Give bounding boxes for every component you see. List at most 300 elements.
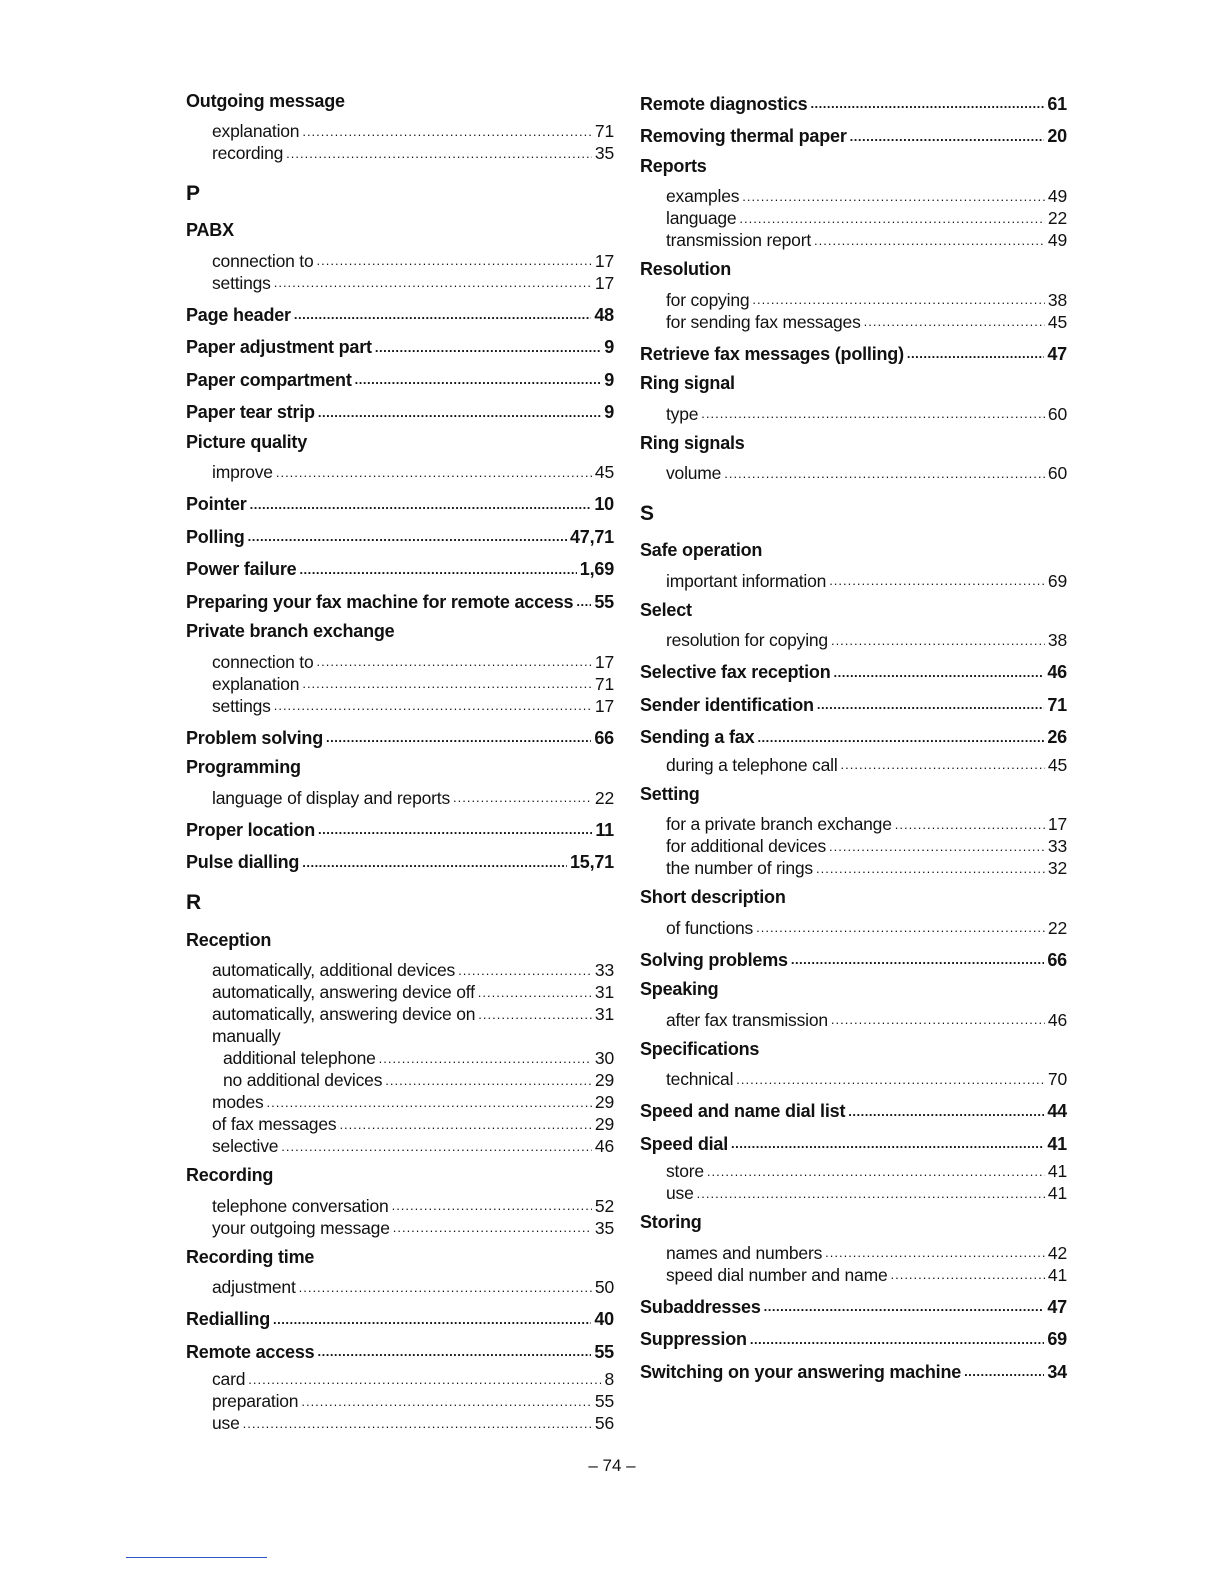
index-entry-speaking [640, 977, 1067, 1010]
entry-label: Ring signal [640, 373, 735, 394]
entry-label: settings [212, 695, 271, 716]
entry-label: during a telephone call [666, 754, 838, 775]
dot-leader [817, 699, 1045, 711]
index-entry-polling [186, 521, 614, 554]
page-reference: 41 [1047, 1264, 1067, 1285]
entry-label: transmission report [666, 230, 812, 250]
dot-leader [478, 987, 592, 999]
index-entry-problem-solving [186, 722, 614, 755]
entry-label: card [212, 1369, 246, 1389]
dot-leader [317, 255, 592, 267]
page-reference: 45 [1047, 311, 1067, 332]
entry-label: Suppression [640, 1329, 747, 1350]
index-subentry-language [640, 208, 1067, 230]
entry-label: Reports [640, 155, 707, 176]
entry-label: language of display and reports [212, 787, 450, 808]
page-reference: 60 [1047, 403, 1067, 424]
page-reference: 45 [594, 462, 614, 482]
index-subentry-card [186, 1369, 614, 1391]
index-entry-speed-dial [640, 1128, 1067, 1161]
dot-leader [458, 965, 592, 977]
entry-label: PABX [186, 220, 234, 241]
page-reference: 17 [594, 250, 614, 271]
entry-label: use [666, 1183, 694, 1203]
dot-leader [816, 863, 1045, 875]
page-reference: 32 [1047, 858, 1067, 878]
dot-leader [299, 1282, 592, 1294]
index-entry-remote-access [186, 1336, 614, 1369]
dot-leader [339, 1119, 591, 1131]
dot-leader [302, 678, 592, 690]
page-number: – 74 – [588, 1456, 636, 1475]
entry-label: Sending a fax [640, 727, 755, 748]
entry-label: volume [666, 463, 722, 483]
page-reference: 35 [594, 143, 614, 163]
page-reference: 71 [594, 673, 614, 694]
dot-leader [274, 700, 592, 712]
index-entry-setting [640, 781, 1067, 814]
entry-label: Speed and name dial list [640, 1101, 846, 1122]
dot-leader [302, 857, 567, 869]
page-reference: 1,69 [579, 559, 614, 580]
index-entry-switching-on-your-answering-machine [640, 1356, 1067, 1389]
page-reference: 71 [1047, 694, 1067, 715]
dot-leader [841, 759, 1045, 771]
entry-label: language [666, 208, 737, 228]
page-reference: 31 [594, 982, 614, 1002]
index-entry-sending-a-fax [640, 722, 1067, 755]
entry-label: Pointer [186, 494, 247, 515]
entry-label: automatically, additional devices [212, 960, 456, 980]
entry-label: preparation [212, 1391, 299, 1411]
index-entry-redialling [186, 1304, 614, 1337]
entry-label: Ring signals [640, 432, 745, 453]
page-reference: 33 [1047, 836, 1067, 856]
page-reference: 17 [594, 695, 614, 716]
index-entry-ring-signals [640, 430, 1067, 463]
entry-label: your outgoing message [212, 1217, 390, 1238]
index-subentry-for-a-private-branch-exchange [640, 814, 1067, 836]
dot-leader [273, 1314, 591, 1326]
index-entry-paper-adjustment-part [186, 332, 614, 365]
entry-label: Selective fax reception [640, 662, 831, 683]
entry-label: Picture quality [186, 431, 308, 452]
entry-label: Specifications [640, 1038, 760, 1059]
index-subentry-modes [186, 1092, 614, 1114]
page-reference: 34 [1047, 1361, 1067, 1382]
index-subentry-selective [186, 1136, 614, 1158]
index-subentry-preparation [186, 1391, 614, 1413]
page-reference: 8 [604, 1369, 614, 1389]
page-reference: 29 [594, 1114, 614, 1134]
index-entry-storing [640, 1210, 1067, 1243]
entry-label: Remote access [186, 1341, 315, 1362]
page-reference: 45 [1047, 754, 1067, 775]
dot-leader [299, 564, 576, 576]
index-entry-selective-fax-reception [640, 657, 1067, 690]
index-entry-suppression [640, 1324, 1067, 1357]
index-subentry-important-information [640, 570, 1067, 592]
page-reference: 9 [604, 369, 614, 390]
page-reference: 17 [594, 651, 614, 672]
index-subentry-recording [186, 143, 614, 165]
index-subentry-after-fax-transmission [640, 1009, 1067, 1031]
dot-leader [964, 1366, 1044, 1378]
page-reference: 41 [1047, 1133, 1067, 1154]
index-subentry-connection-to [186, 651, 614, 673]
entry-label: after fax transmission [666, 1009, 828, 1030]
dot-leader [831, 1014, 1045, 1026]
entry-label: Short description [640, 887, 786, 908]
dot-leader [453, 792, 592, 804]
page-reference: 17 [1047, 814, 1067, 834]
dot-leader [757, 732, 1044, 744]
index-entry-retrieve-fax-messages-polling [640, 338, 1067, 371]
entry-label: Paper adjustment part [186, 337, 372, 358]
page-reference: 46 [1047, 662, 1067, 683]
index-entry-preparing-your-fax-machine-for-remote-access [186, 586, 614, 619]
index-subentry-automatically-answering-device-off [186, 982, 614, 1004]
index-subentry-use [640, 1183, 1067, 1205]
entry-label: telephone conversation [212, 1195, 389, 1216]
entry-label: for copying [666, 289, 750, 310]
entry-label: manually [212, 1026, 281, 1046]
dot-leader [250, 499, 592, 511]
dot-leader [302, 126, 592, 138]
entry-label: Solving problems [640, 949, 788, 970]
index-subentry-language-of-display-and-reports [186, 787, 614, 809]
page-reference: 15,71 [569, 852, 614, 873]
dot-leader [825, 1247, 1045, 1259]
dot-leader [478, 1009, 592, 1021]
index-entry-recording [186, 1163, 614, 1196]
dot-leader [850, 131, 1045, 143]
index-entry-page-header [186, 299, 614, 332]
page-reference: 30 [594, 1048, 614, 1068]
dot-leader [385, 1075, 592, 1087]
index-subentry-of-functions [640, 917, 1067, 939]
index-subentry-your-outgoing-message [186, 1217, 614, 1239]
dot-leader [834, 667, 1045, 679]
dot-leader [810, 98, 1044, 110]
index-entry-picture-quality [186, 429, 614, 462]
page-reference: 70 [1047, 1069, 1067, 1089]
entry-label: store [666, 1161, 704, 1181]
page-reference: 47,71 [569, 526, 614, 547]
dot-leader [375, 342, 601, 354]
dot-leader [752, 294, 1045, 306]
entry-label: examples [666, 186, 740, 206]
index-subentry-connection-to [186, 250, 614, 272]
page-reference: 22 [1047, 917, 1067, 938]
index-entry-subaddresses [640, 1291, 1067, 1324]
dot-leader [326, 732, 591, 744]
index-entry-paper-compartment [186, 364, 614, 397]
dot-leader [829, 575, 1045, 587]
index-entry-power-failure [186, 554, 614, 587]
index-subentry-during-a-telephone-call [640, 754, 1067, 776]
index-subentry-telephone-conversation [186, 1195, 614, 1217]
entry-label: technical [666, 1069, 734, 1089]
dot-leader [248, 1374, 601, 1386]
entry-label: Safe operation [640, 540, 763, 561]
dot-leader [243, 1418, 592, 1430]
index-entry-select [640, 597, 1067, 630]
page-reference: 31 [594, 1004, 614, 1024]
dot-leader [317, 656, 592, 668]
entry-label: no additional devices [223, 1070, 383, 1090]
dot-leader [739, 213, 1045, 225]
entry-label: speed dial number and name [666, 1264, 888, 1285]
index-subentry-volume [640, 463, 1067, 485]
entry-label: Switching on your answering machine [640, 1361, 962, 1382]
dot-leader [392, 1200, 592, 1212]
entry-label: Paper tear strip [186, 402, 315, 423]
page-reference: 33 [594, 960, 614, 980]
page-reference: 55 [594, 1391, 614, 1411]
entry-label: Sender identification [640, 694, 814, 715]
footer-rule [126, 1557, 267, 1558]
page-reference: 66 [1047, 949, 1067, 970]
dot-leader [756, 922, 1045, 934]
page-reference: 60 [1047, 463, 1067, 483]
index-subentry-adjustment [186, 1277, 614, 1299]
index-subentry-for-sending-fax-messages [640, 311, 1067, 333]
dot-leader [814, 235, 1045, 247]
entry-label: Programming [186, 757, 301, 778]
page-reference: 11 [595, 819, 614, 840]
dot-leader [318, 407, 601, 419]
index-entry-reports [640, 153, 1067, 186]
index-entry-safe-operation [640, 538, 1067, 571]
entry-label: Recording [186, 1165, 274, 1186]
index-entry-resolution [640, 257, 1067, 290]
entry-label: Paper compartment [186, 369, 352, 390]
entry-label: of functions [666, 917, 754, 938]
page-reference: 10 [594, 494, 614, 515]
dot-leader [281, 1141, 592, 1153]
index-subentry-speed-dial-number-and-name [640, 1264, 1067, 1286]
index-subentry-additional-telephone [186, 1048, 614, 1070]
page-reference: 71 [594, 121, 614, 141]
page-reference: 20 [1047, 126, 1067, 147]
index-entry-pabx [186, 218, 614, 251]
index-entry-reception [186, 927, 614, 960]
page-reference: 61 [1047, 93, 1067, 114]
entry-label: Recording time [186, 1246, 315, 1267]
index-subentry-type [640, 403, 1067, 425]
entry-label: Proper location [186, 819, 316, 840]
page-reference: 47 [1047, 343, 1067, 364]
dot-leader [286, 148, 592, 160]
index-entry-specifications [640, 1036, 1067, 1069]
index-entry-programming [186, 755, 614, 788]
entry-label: improve [212, 462, 273, 482]
page-reference: 46 [1047, 1009, 1067, 1030]
entry-label: of fax messages [212, 1114, 337, 1134]
entry-label: use [212, 1413, 240, 1433]
dot-leader [274, 277, 592, 289]
page-reference: 55 [594, 591, 614, 612]
page-reference: 22 [1047, 208, 1067, 228]
page-reference: 29 [594, 1092, 614, 1112]
page-reference: 46 [594, 1136, 614, 1156]
page-reference: 56 [594, 1413, 614, 1433]
dot-leader [764, 1301, 1045, 1313]
page-reference: 49 [1047, 230, 1067, 250]
page-reference: 38 [1047, 289, 1067, 310]
entry-label: Private branch exchange [186, 621, 395, 642]
dot-leader [829, 841, 1045, 853]
index-entry-ring-signal [640, 371, 1067, 404]
entry-label: connection to [212, 250, 314, 271]
dot-leader [301, 1396, 592, 1408]
entry-label: automatically, answering device off [212, 982, 475, 1002]
dot-leader [864, 316, 1045, 328]
index-entry-proper-location [186, 814, 614, 847]
index-subentry-settings [186, 695, 614, 717]
entry-label: Select [640, 599, 692, 620]
dot-leader [276, 467, 592, 479]
page-reference: 44 [1047, 1101, 1067, 1122]
index-subentry-automatically-answering-device-on [186, 1004, 614, 1026]
entry-label: Preparing your fax machine for remote access [186, 591, 574, 612]
index-entry-removing-thermal-paper [640, 121, 1067, 154]
entry-label: Problem solving [186, 727, 324, 748]
index-subentry-improve [186, 462, 614, 484]
entry-label: Polling [186, 526, 245, 547]
index-subentry-use [186, 1413, 614, 1435]
entry-label: explanation [212, 121, 300, 141]
dot-leader [697, 1188, 1045, 1200]
page-reference: 55 [594, 1341, 614, 1362]
entry-label: the number of rings [666, 858, 813, 878]
dot-leader [907, 348, 1044, 360]
page-reference: 29 [594, 1070, 614, 1090]
entry-label: names and numbers [666, 1242, 823, 1263]
index-subentry-technical [640, 1069, 1067, 1091]
page-reference: 50 [594, 1277, 614, 1297]
index-subentry-explanation [186, 673, 614, 695]
entry-label: Power failure [186, 559, 297, 580]
index-subentry-for-additional-devices [640, 836, 1067, 858]
entry-label: Retrieve fax messages (polling) [640, 343, 904, 364]
entry-label: selective [212, 1136, 279, 1156]
entry-label: resolution for copying [666, 630, 828, 650]
dot-leader [724, 468, 1045, 480]
entry-label: important information [666, 570, 827, 591]
index-entry-remote-diagnostics [640, 88, 1067, 121]
dot-leader [701, 408, 1045, 420]
index-subentry-no-additional-devices [186, 1070, 614, 1092]
dot-leader [848, 1106, 1044, 1118]
dot-leader [890, 1269, 1044, 1281]
page-reference: 47 [1047, 1296, 1067, 1317]
page-reference: 26 [1047, 727, 1067, 748]
entry-label: Remote diagnostics [640, 93, 808, 114]
entry-label: settings [212, 272, 271, 293]
dot-leader [248, 531, 567, 543]
page-reference: 69 [1047, 1329, 1067, 1350]
page-reference: 48 [594, 304, 614, 325]
page-reference: 22 [594, 787, 614, 808]
index-entry-private-branch-exchange [186, 619, 614, 652]
entry-label: Outgoing message [186, 90, 345, 111]
index-subentry-resolution-for-copying [640, 630, 1067, 652]
dot-leader [736, 1074, 1045, 1086]
entry-label: additional telephone [223, 1048, 376, 1068]
page-reference: 40 [594, 1309, 614, 1330]
entry-label: Pulse dialling [186, 852, 300, 873]
page-reference: 49 [1047, 186, 1067, 206]
page-reference: 41 [1047, 1161, 1067, 1181]
index-entry-sender-identification [640, 689, 1067, 722]
dot-leader [379, 1053, 592, 1065]
entry-label: automatically, answering device on [212, 1004, 476, 1024]
section-letter-r: R [186, 891, 202, 914]
index-subentry-of-fax-messages [186, 1114, 614, 1136]
dot-leader [355, 374, 602, 386]
page-reference: 17 [594, 272, 614, 293]
section-letter-p: P [186, 181, 201, 205]
page-reference: 35 [594, 1217, 614, 1238]
dot-leader [731, 1138, 1044, 1150]
entry-label: Redialling [186, 1309, 271, 1330]
dot-leader [791, 954, 1045, 966]
index-subentry-transmission-report [640, 230, 1067, 252]
dot-leader [317, 1346, 591, 1358]
entry-label: Storing [640, 1212, 702, 1233]
entry-label: modes [212, 1092, 264, 1112]
page-reference: 9 [604, 402, 614, 423]
entry-label: Page header [186, 304, 291, 325]
entry-label: type [666, 403, 699, 424]
entry-label: Setting [640, 783, 700, 804]
entry-label: Removing thermal paper [640, 126, 847, 147]
entry-label: for sending fax messages [666, 311, 861, 332]
page-reference: 52 [594, 1195, 614, 1216]
page-reference: 41 [1047, 1183, 1067, 1203]
dot-leader [294, 309, 592, 321]
entry-label: connection to [212, 651, 314, 672]
index-subentry-names-and-numbers [640, 1242, 1067, 1264]
index-subentry-the-number-of-rings [640, 858, 1067, 880]
page-reference: 69 [1047, 570, 1067, 591]
dot-leader [707, 1166, 1045, 1178]
page-reference: 42 [1047, 1242, 1067, 1263]
index-subentry-for-copying [640, 289, 1067, 311]
index-subentry-examples [640, 186, 1067, 208]
dot-leader [393, 1222, 592, 1234]
entry-label: recording [212, 143, 284, 163]
index-subentry-settings [186, 272, 614, 294]
dot-leader [742, 191, 1045, 203]
index-subentry-automatically-additional-devices [186, 960, 614, 982]
index-entry-paper-tear-strip [186, 397, 614, 430]
index-entry-speed-and-name-dial-list [640, 1096, 1067, 1129]
index-entry-short-description [640, 885, 1067, 918]
entry-label: Reception [186, 929, 272, 950]
index-column-left [186, 88, 614, 1435]
index-entry-pulse-dialling [186, 847, 614, 880]
dot-leader [267, 1097, 592, 1109]
dot-leader [750, 1334, 1045, 1346]
index-entry-outgoing-message [186, 88, 614, 121]
entry-label: Speaking [640, 979, 719, 1000]
dot-leader [318, 824, 592, 836]
entry-label: adjustment [212, 1277, 296, 1297]
page-reference: 66 [594, 727, 614, 748]
